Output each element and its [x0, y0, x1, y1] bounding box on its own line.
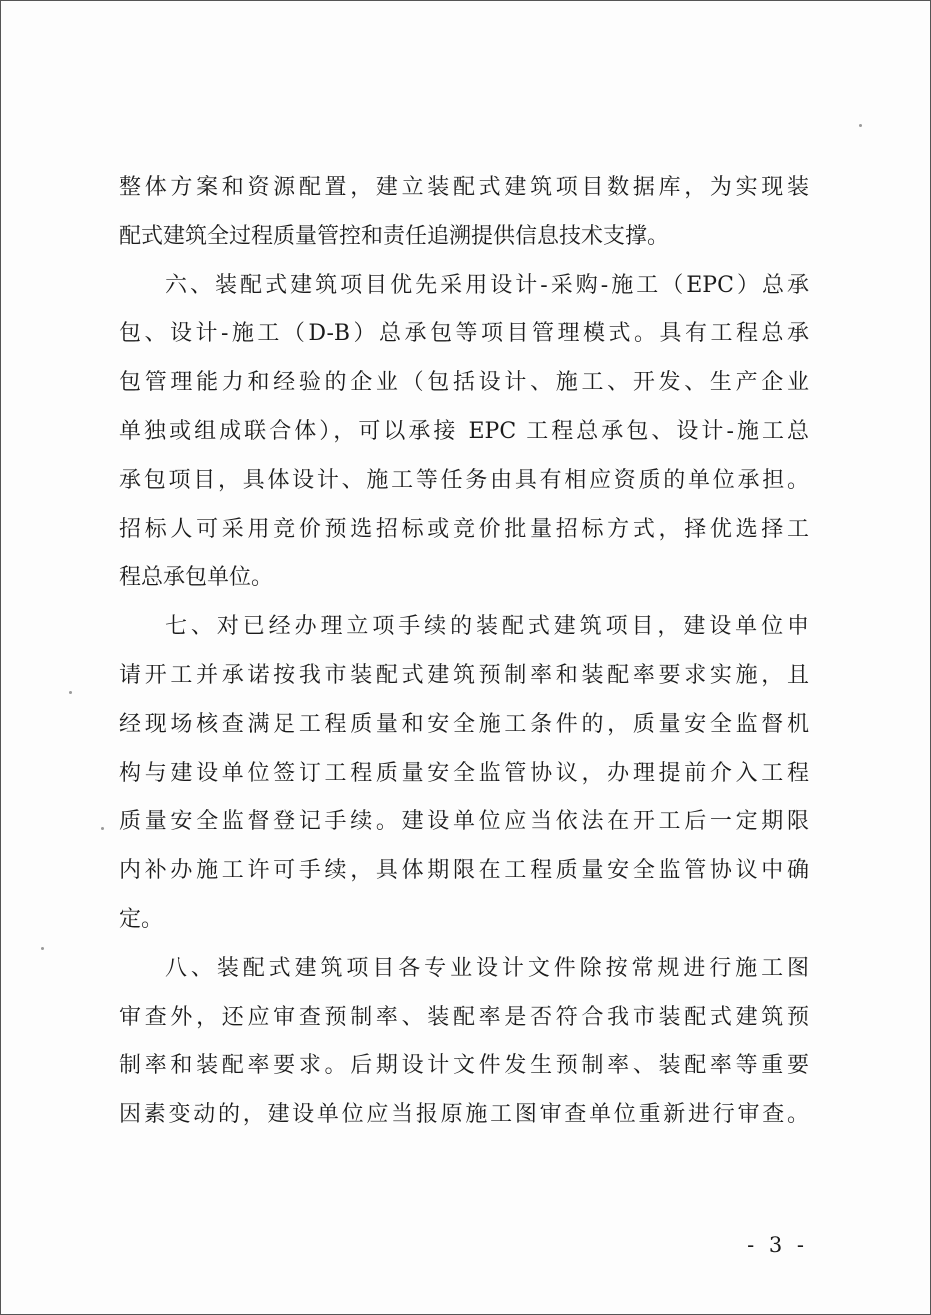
text-line: 审查外，还应审查预制率、装配率是否符合我市装配式建筑预	[119, 1004, 809, 1030]
text-line: 程总承包单位。	[119, 565, 274, 591]
text-line: 内补办施工许可手续，具体期限在工程质量安全监管协议中确	[119, 858, 809, 884]
text-line: 七、对已经办理立项手续的装配式建筑项目，建设单位申	[165, 614, 809, 640]
scan-speck	[69, 691, 72, 694]
text-line: 质量安全监督登记手续。建设单位应当依法在开工后一定期限	[119, 809, 809, 835]
text-line: 因素变动的，建设单位应当报原施工图审查单位重新进行审查。	[119, 1102, 809, 1128]
scan-speck	[101, 827, 104, 830]
text-line: 配式建筑全过程质量管控和责任追溯提供信息技术支撑。	[119, 223, 670, 249]
paragraph-seven	[119, 603, 809, 945]
scan-speck	[859, 124, 862, 127]
paragraph-continued	[119, 164, 809, 262]
text-line: 经现场核查满足工程质量和安全施工条件的，质量安全监督机	[119, 711, 809, 737]
text-line: 单独或组成联合体），可以承接 EPC 工程总承包、设计-施工总	[119, 418, 809, 444]
page-number: - 3 -	[747, 1233, 808, 1257]
text-line: 定。	[119, 906, 164, 932]
text-line: 请开工并承诺按我市装配式建筑预制率和装配率要求实施，且	[119, 662, 809, 688]
paragraph-eight	[119, 945, 809, 1140]
text-line: 整体方案和资源配置，建立装配式建筑项目数据库，为实现装	[119, 175, 809, 200]
document-body	[119, 164, 809, 1140]
scan-speck	[41, 947, 44, 950]
text-line: 制率和装配率要求。后期设计文件发生预制率、装配率等重要	[119, 1053, 809, 1079]
text-line: 六、装配式建筑项目优先采用设计-采购-施工（EPC）总承	[165, 272, 809, 298]
text-line: 八、装配式建筑项目各专业设计文件除按常规进行施工图	[165, 955, 809, 981]
text-line: 构与建设单位签订工程质量安全监管协议，办理提前介入工程	[119, 760, 809, 786]
text-line: 承包项目，具体设计、施工等任务由具有相应资质的单位承担。	[119, 467, 809, 493]
text-line: 招标人可采用竞价预选招标或竞价批量招标方式，择优选择工	[119, 516, 809, 542]
paragraph-six	[119, 262, 809, 604]
text-line: 包管理能力和经验的企业（包括设计、施工、开发、生产企业	[119, 370, 809, 396]
text-line: 包、设计-施工（D-B）总承包等项目管理模式。具有工程总承	[119, 321, 809, 347]
